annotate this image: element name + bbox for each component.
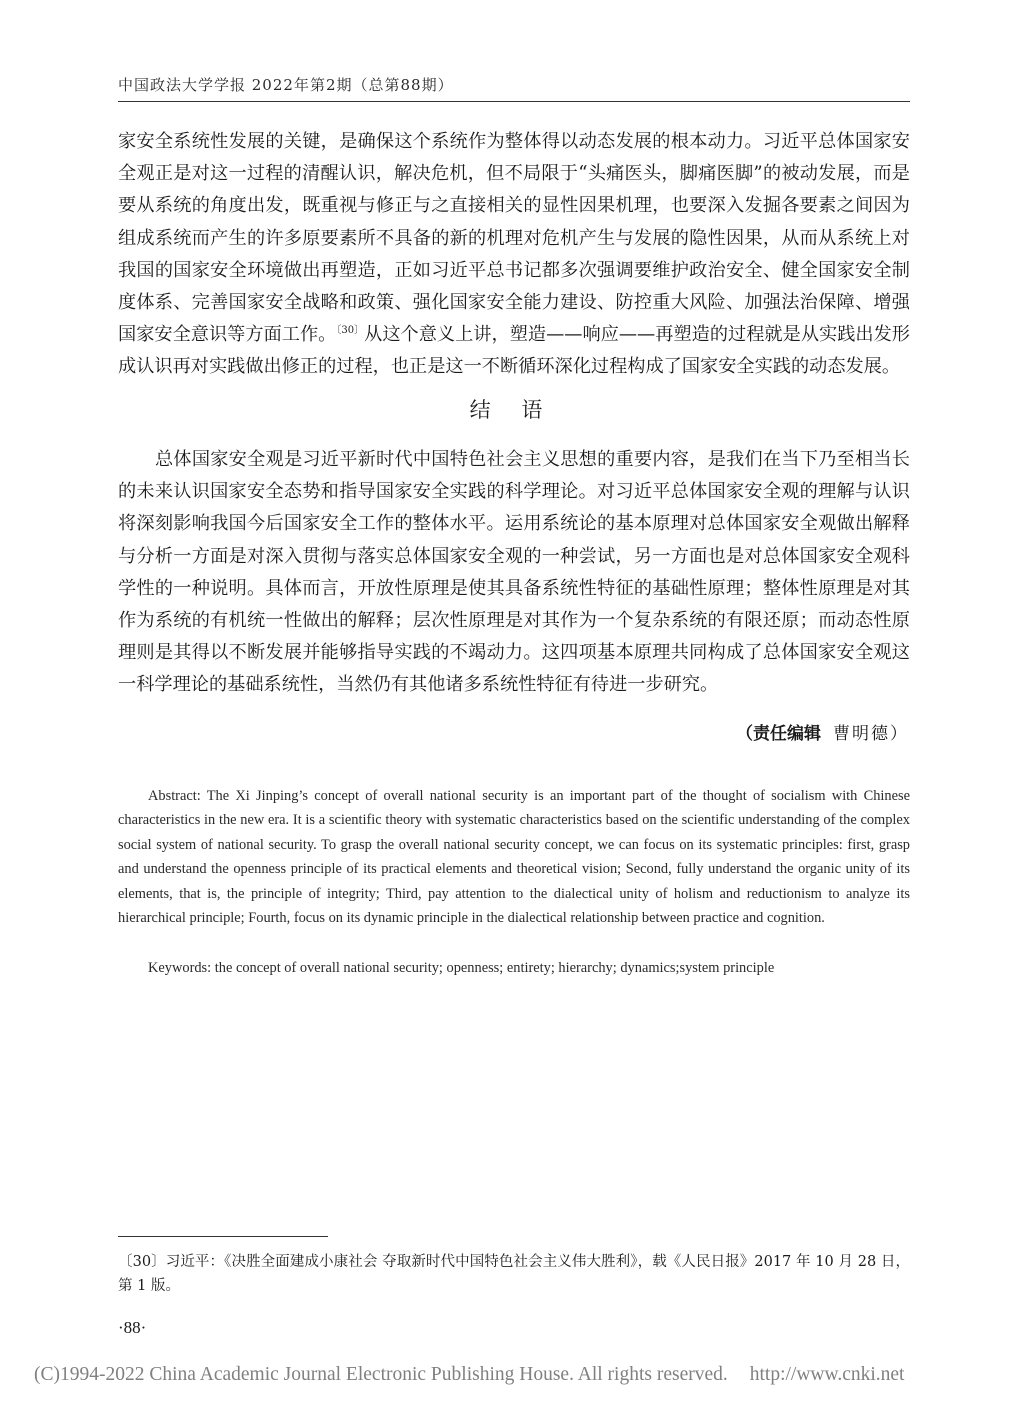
- citation-ref-30[interactable]: 〔30〕: [336, 325, 365, 337]
- responsible-editor: [736, 719, 909, 744]
- header-rule: [118, 101, 910, 102]
- copyright-notice: (C)1994-2022 China Academic Journal Electronic Publishing House. All rights reserved.: [34, 1364, 728, 1385]
- english-keywords: [118, 956, 910, 980]
- conclusion-paragraph: 总体国家安全观是习近平新时代中国特色社会主义思想的重要内容，是我们在当下乃至相当长的未来认识国家安全态势和指导国家安全实践的科学理论。对习近平总体国家安全观的理解与认识将深刻影响我国今后国家安全工作的整体水平。运用系统论的基本原理对总体国家安全观做出解释与分析一方面是对深入贯彻与落实总体国家安全观的一种尝试，另一方面也是对总体国家安全观科学性的一种说明。具体而言，开放性原理是使其具备系统性特征的基础性原理；整体性原理是对其作为系统的有机统一性做出的解释；层次性原理是对其作为一个复杂系统的有限还原；而动态性原理则是其得以不断发展并能够指导实践的不竭动力。这四项基本原理共同构成了总体国家安全观这一科学理论的基础系统性，当然仍有其他诸多系统性特征有待进一步研究。: [118, 449, 910, 696]
- para1-text-before-ref: 家安全系统性发展的关键，是确保这个系统作为整体得以动态发展的根本动力。习近平总体国家安全观正是对这一过程的清醒认识，解决危机，但不局限于“头痛医头，脚痛医脚”的被动发展，而是要从系统的角度出发，既重视与修正与之直接相关的显性因果机理，也要深入发掘各要素之间因为组成系统而产生的许多原要素所不具备的新的机理对危机产生与发展的隐性因果，从而从系统上对我国的国家安全环境做出再塑造，正如习近平总书记都多次强调要维护政治安全、健全国家安全制度体系、完善国家安全战略和政策、强化国家安全能力建设、防控重大风险、加强法治保障、增强国家安全意识等方面工作。: [118, 131, 910, 346]
- abstract-text: The Xi Jinping’s concept of overall national security is an important part of the thought of socialism with Chinese characteristics in the new era. It is a scientific theory with systematic characteristics based on the scientific understanding of the complex social system of national security. To grasp the overall national security concept, we can focus on its systematic principles: first, grasp and understand the openness principle of its practical elements and theoretical vision; Second, fully understand the organic unity of its elements, that is, the principle of integrity; Third, pay attention to the dialectical unity of holism and reductionism to analyze its hierarchical principle; Fourth, focus on its dynamic principle in the dialectical relationship between practice and cognition.: [118, 788, 910, 927]
- editor-label: （责任编辑: [736, 724, 821, 744]
- keywords-text: the concept of overall national security; openness; entirety; hierarchy; dynamics;system principle: [214, 960, 775, 976]
- english-abstract: [118, 784, 910, 930]
- abstract-label: Abstract:: [148, 788, 201, 804]
- copyright-watermark: [34, 1364, 994, 1386]
- running-header: 中国政法大学学报 2022年第2期（总第88期）: [118, 76, 454, 94]
- page-number: ·88·: [118, 1318, 147, 1337]
- section-title-conclusion: 结 语: [469, 398, 555, 422]
- cnki-url[interactable]: http://www.cnki.net: [749, 1364, 905, 1385]
- footnote-rule: [118, 1236, 328, 1237]
- body-paragraph-continued: [118, 126, 910, 384]
- keywords-label: Keywords:: [148, 960, 212, 976]
- editor-name: 曹明德）: [833, 724, 909, 744]
- para1-text-after-ref: 从这个意义上讲，塑造——响应——再塑造的过程就是从实践出发形成认识再对实践做出修正的过程，也正是这一不断循环深化过程构成了国家安全实践的动态发展。: [118, 324, 910, 378]
- footnote-30: 〔30〕习近平：《决胜全面建成小康社会 夺取新时代中国特色社会主义伟大胜利》，载《人民日报》2017 年 10 月 28 日，第 1 版。: [118, 1254, 910, 1294]
